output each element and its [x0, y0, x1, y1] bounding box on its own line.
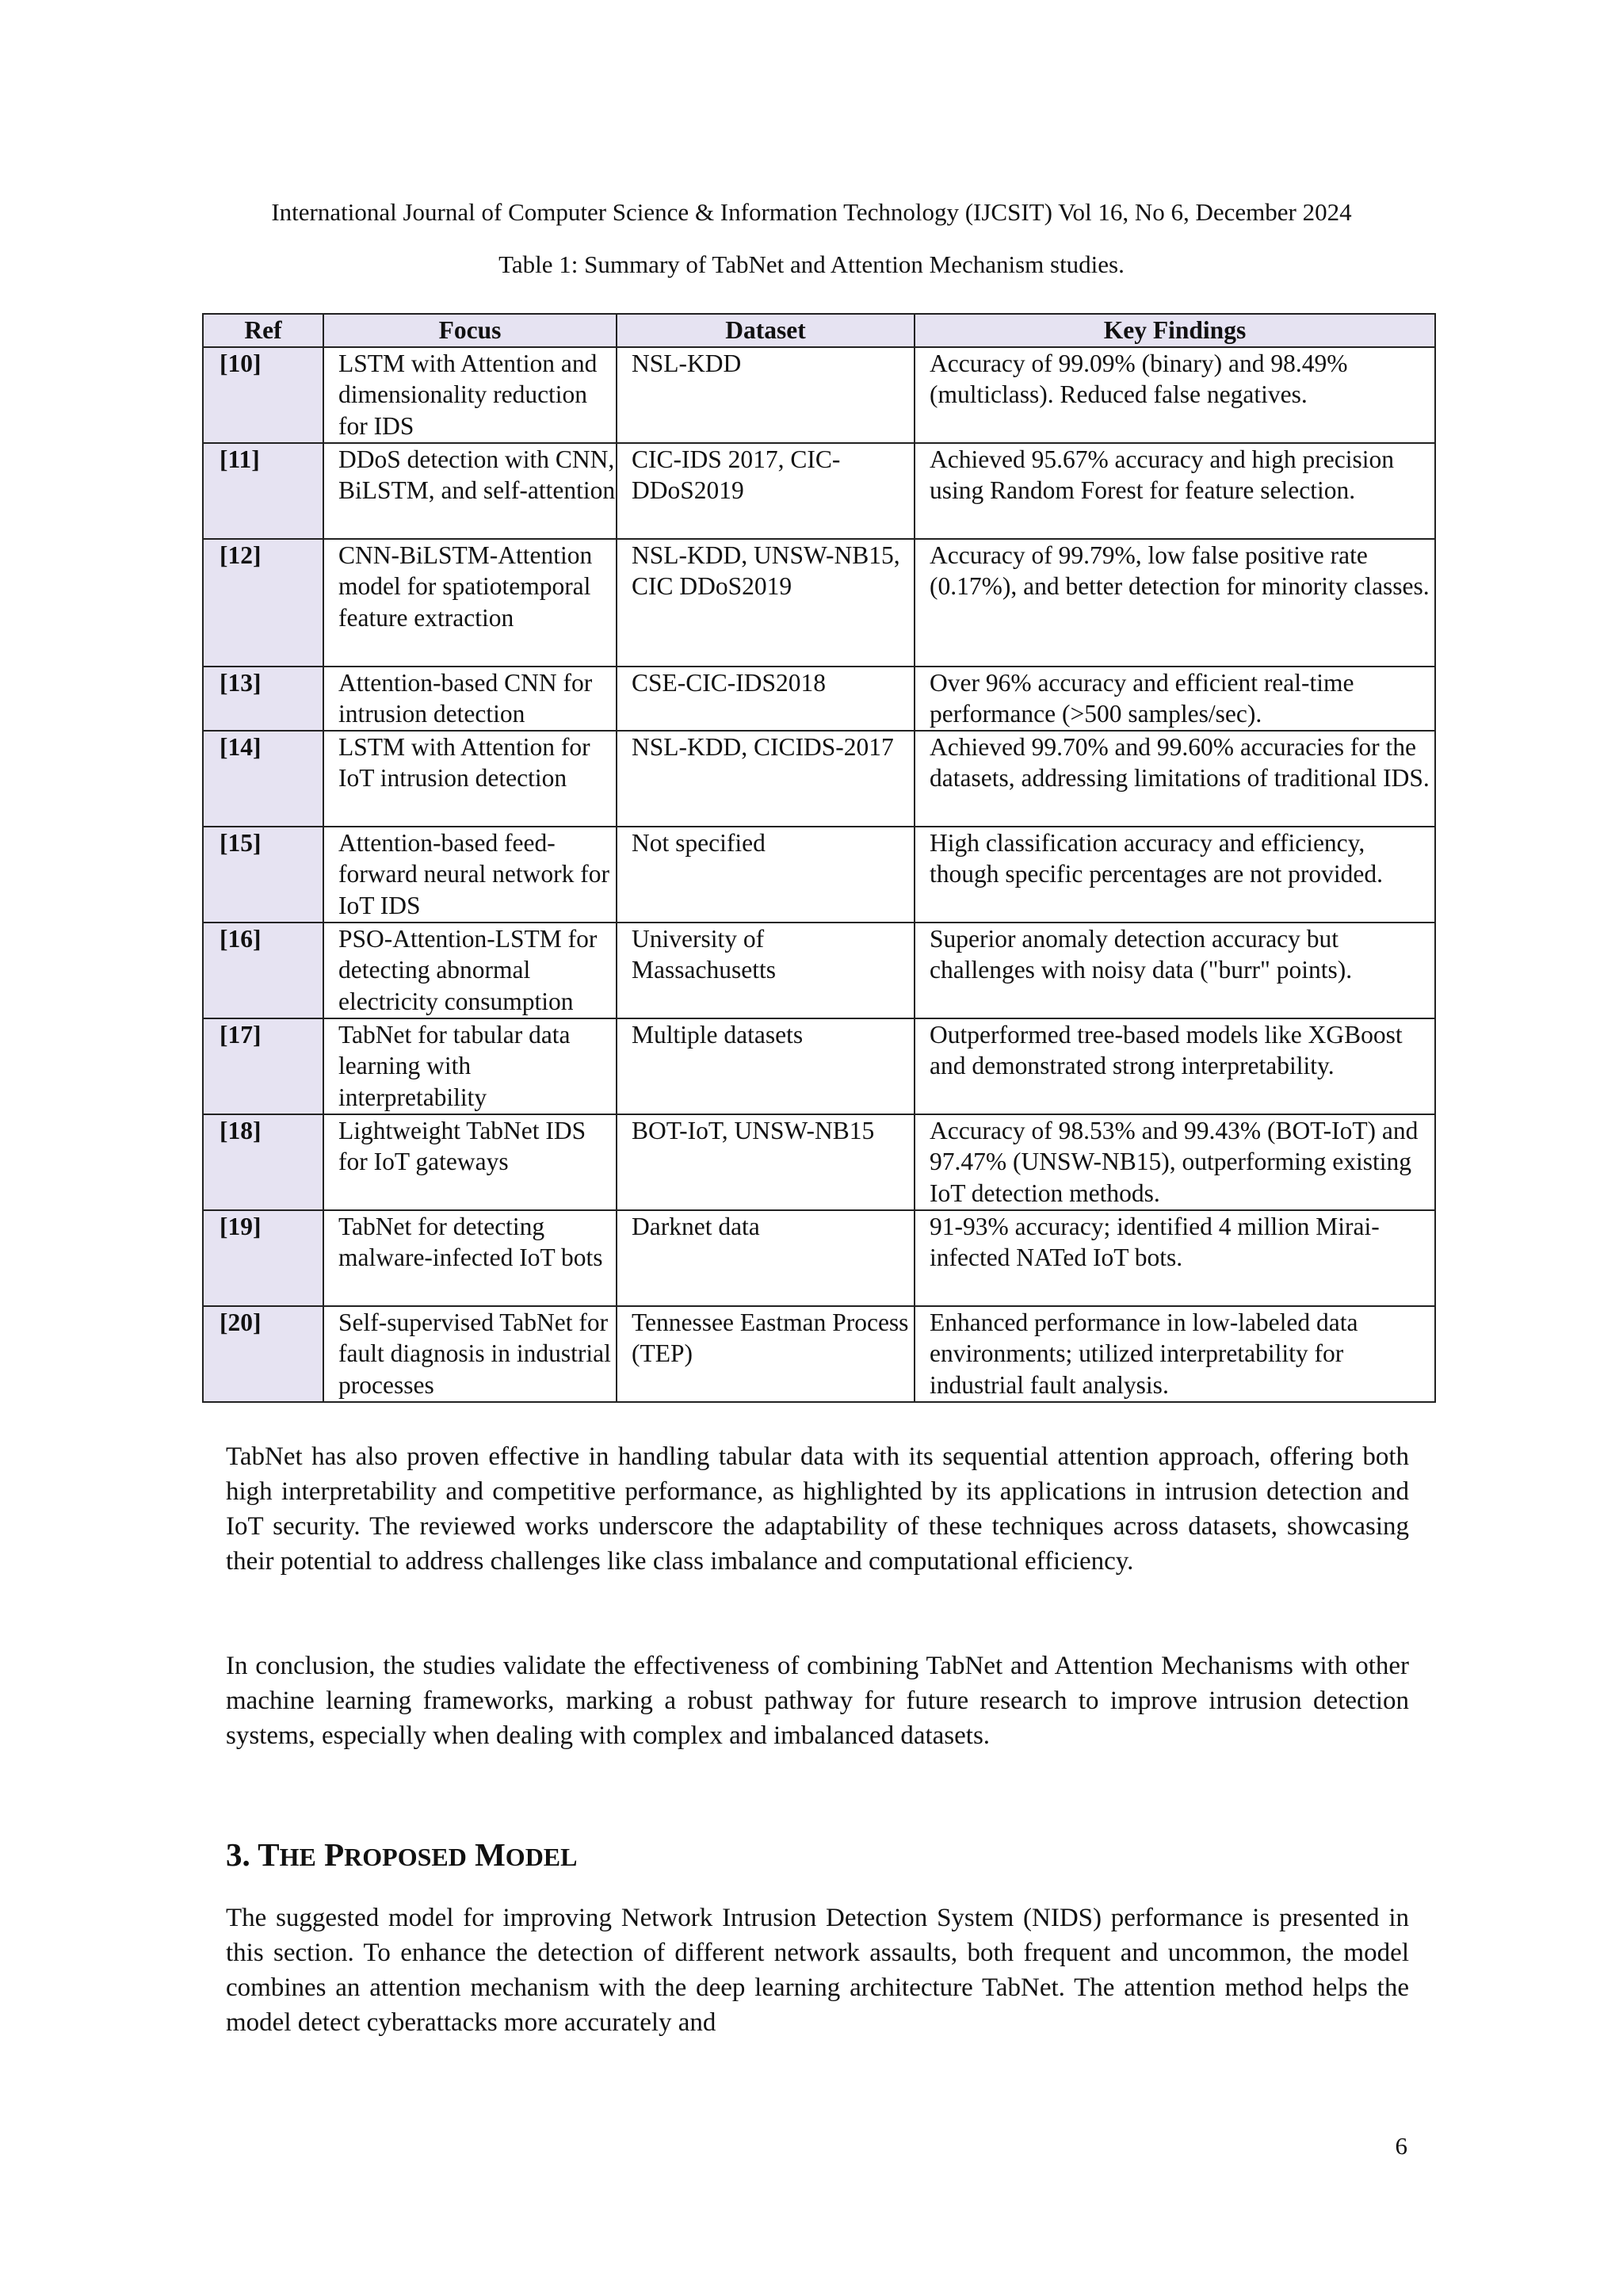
- focus-cell: LSTM with Attention for IoT intrusion detection: [323, 731, 617, 827]
- key-findings-cell: Accuracy of 99.79%, low false positive rate (0.17%), and better detection for minority classes.: [915, 539, 1435, 667]
- key-findings-cell: Over 96% accuracy and efficient real-time performance (>500 samples/sec).: [915, 667, 1435, 731]
- section-title: THE PROPOSED MODEL: [258, 1836, 578, 1873]
- table-row: [203, 347, 1435, 443]
- focus-cell: DDoS detection with CNN, BiLSTM, and self-attention: [323, 443, 617, 539]
- table-row: [203, 443, 1435, 539]
- table-row: [203, 1114, 1435, 1210]
- body-paragraph-tabnet: TabNet has also proven effective in handling tabular data with its sequential attention approach, offering both high interpretability and competitive performance, as highlighted by its applications in intrusion detection and IoT security. The reviewed works underscore the adaptability of these techniques across datasets, showcasing their potential to address challenges like class imbalance and computational efficiency.: [226, 1442, 1409, 1576]
- key-findings-cell: Achieved 99.70% and 99.60% accuracies for the datasets, addressing limitations of traditional IDS.: [915, 731, 1435, 827]
- table-row: [203, 1306, 1435, 1402]
- table-row: [203, 539, 1435, 667]
- key-findings-cell: Accuracy of 99.09% (binary) and 98.49% (multiclass). Reduced false negatives.: [915, 347, 1435, 443]
- dataset-cell: University of Massachusetts: [617, 923, 915, 1018]
- column-header-focus: Focus: [323, 314, 617, 347]
- focus-cell: Lightweight TabNet IDS for IoT gateways: [323, 1114, 617, 1210]
- ref-cell: [18]: [203, 1114, 323, 1210]
- focus-cell: CNN-BiLSTM-Attention model for spatiotemporal feature extraction: [323, 539, 617, 667]
- table-caption: Table 1: Summary of TabNet and Attention Mechanism studies.: [498, 250, 1125, 278]
- ref-cell: [19]: [203, 1210, 323, 1306]
- column-header-dataset: Dataset: [617, 314, 915, 347]
- ref-cell: [11]: [203, 443, 323, 539]
- column-header-ref: Ref: [203, 314, 323, 347]
- section-heading: [226, 1835, 577, 1877]
- focus-cell: PSO-Attention-LSTM for detecting abnormal electricity consumption: [323, 923, 617, 1018]
- page-number: 6: [1395, 2132, 1407, 2160]
- dataset-cell: NSL-KDD: [617, 347, 915, 443]
- table-body: [203, 347, 1435, 1402]
- key-findings-cell: Outperformed tree-based models like XGBoost and demonstrated strong interpretability.: [915, 1018, 1435, 1114]
- focus-cell: Attention-based CNN for intrusion detection: [323, 667, 617, 731]
- dataset-cell: Darknet data: [617, 1210, 915, 1306]
- body-paragraph-conclusion: In conclusion, the studies validate the effectiveness of combining TabNet and Attention Mechanisms with other machine learning frameworks, marking a robust pathway for future research to improve intrusion detection systems, especially when dealing with complex and imbalanced datasets.: [226, 1652, 1409, 1750]
- ref-cell: [13]: [203, 667, 323, 731]
- table-row: [203, 667, 1435, 731]
- ref-cell: [17]: [203, 1018, 323, 1114]
- ref-cell: [16]: [203, 923, 323, 1018]
- table-row: [203, 827, 1435, 923]
- table-row: [203, 1210, 1435, 1306]
- column-header-key-findings: Key Findings: [915, 314, 1435, 347]
- dataset-cell: Not specified: [617, 827, 915, 923]
- dataset-cell: Multiple datasets: [617, 1018, 915, 1114]
- table-row: [203, 731, 1435, 827]
- table-row: [203, 1018, 1435, 1114]
- ref-cell: [14]: [203, 731, 323, 827]
- section-number: 3.: [226, 1836, 250, 1873]
- ref-cell: [10]: [203, 347, 323, 443]
- dataset-cell: NSL-KDD, UNSW-NB15, CIC DDoS2019: [617, 539, 915, 667]
- dataset-cell: CIC-IDS 2017, CIC-DDoS2019: [617, 443, 915, 539]
- focus-cell: TabNet for detecting malware-infected IoT bots: [323, 1210, 617, 1306]
- running-header: International Journal of Computer Science & Information Technology (IJCSIT) Vol 16, No 6, December 2024: [271, 198, 1352, 226]
- table-row: [203, 923, 1435, 1018]
- dataset-cell: BOT-IoT, UNSW-NB15: [617, 1114, 915, 1210]
- dataset-cell: NSL-KDD, CICIDS-2017: [617, 731, 915, 827]
- ref-cell: [20]: [203, 1306, 323, 1402]
- summary-table: [202, 313, 1436, 1403]
- section-paragraph: The suggested model for improving Network Intrusion Detection System (NIDS) performance is presented in this section. To enhance the detection of different network assaults, both frequent and uncommon, the model combines an attention mechanism with the deep learning architecture TabNet. The attention method helps the model detect cyberattacks more accurately and: [226, 1904, 1409, 2037]
- key-findings-cell: Superior anomaly detection accuracy but challenges with noisy data ("burr" points).: [915, 923, 1435, 1018]
- key-findings-cell: Accuracy of 98.53% and 99.43% (BOT-IoT) and 97.47% (UNSW-NB15), outperforming existing IoT detection methods.: [915, 1114, 1435, 1210]
- dataset-cell: CSE-CIC-IDS2018: [617, 667, 915, 731]
- key-findings-cell: High classification accuracy and efficiency, though specific percentages are not provided.: [915, 827, 1435, 923]
- dataset-cell: Tennessee Eastman Process (TEP): [617, 1306, 915, 1402]
- ref-cell: [15]: [203, 827, 323, 923]
- focus-cell: TabNet for tabular data learning with interpretability: [323, 1018, 617, 1114]
- ref-cell: [12]: [203, 539, 323, 667]
- focus-cell: Attention-based feed-forward neural network for IoT IDS: [323, 827, 617, 923]
- focus-cell: LSTM with Attention and dimensionality reduction for IDS: [323, 347, 617, 443]
- table-header-row: [203, 314, 1435, 347]
- key-findings-cell: Enhanced performance in low-labeled data environments; utilized interpretability for industrial fault analysis.: [915, 1306, 1435, 1402]
- key-findings-cell: Achieved 95.67% accuracy and high precision using Random Forest for feature selection.: [915, 443, 1435, 539]
- focus-cell: Self-supervised TabNet for fault diagnosis in industrial processes: [323, 1306, 617, 1402]
- key-findings-cell: 91-93% accuracy; identified 4 million Mirai-infected NATed IoT bots.: [915, 1210, 1435, 1306]
